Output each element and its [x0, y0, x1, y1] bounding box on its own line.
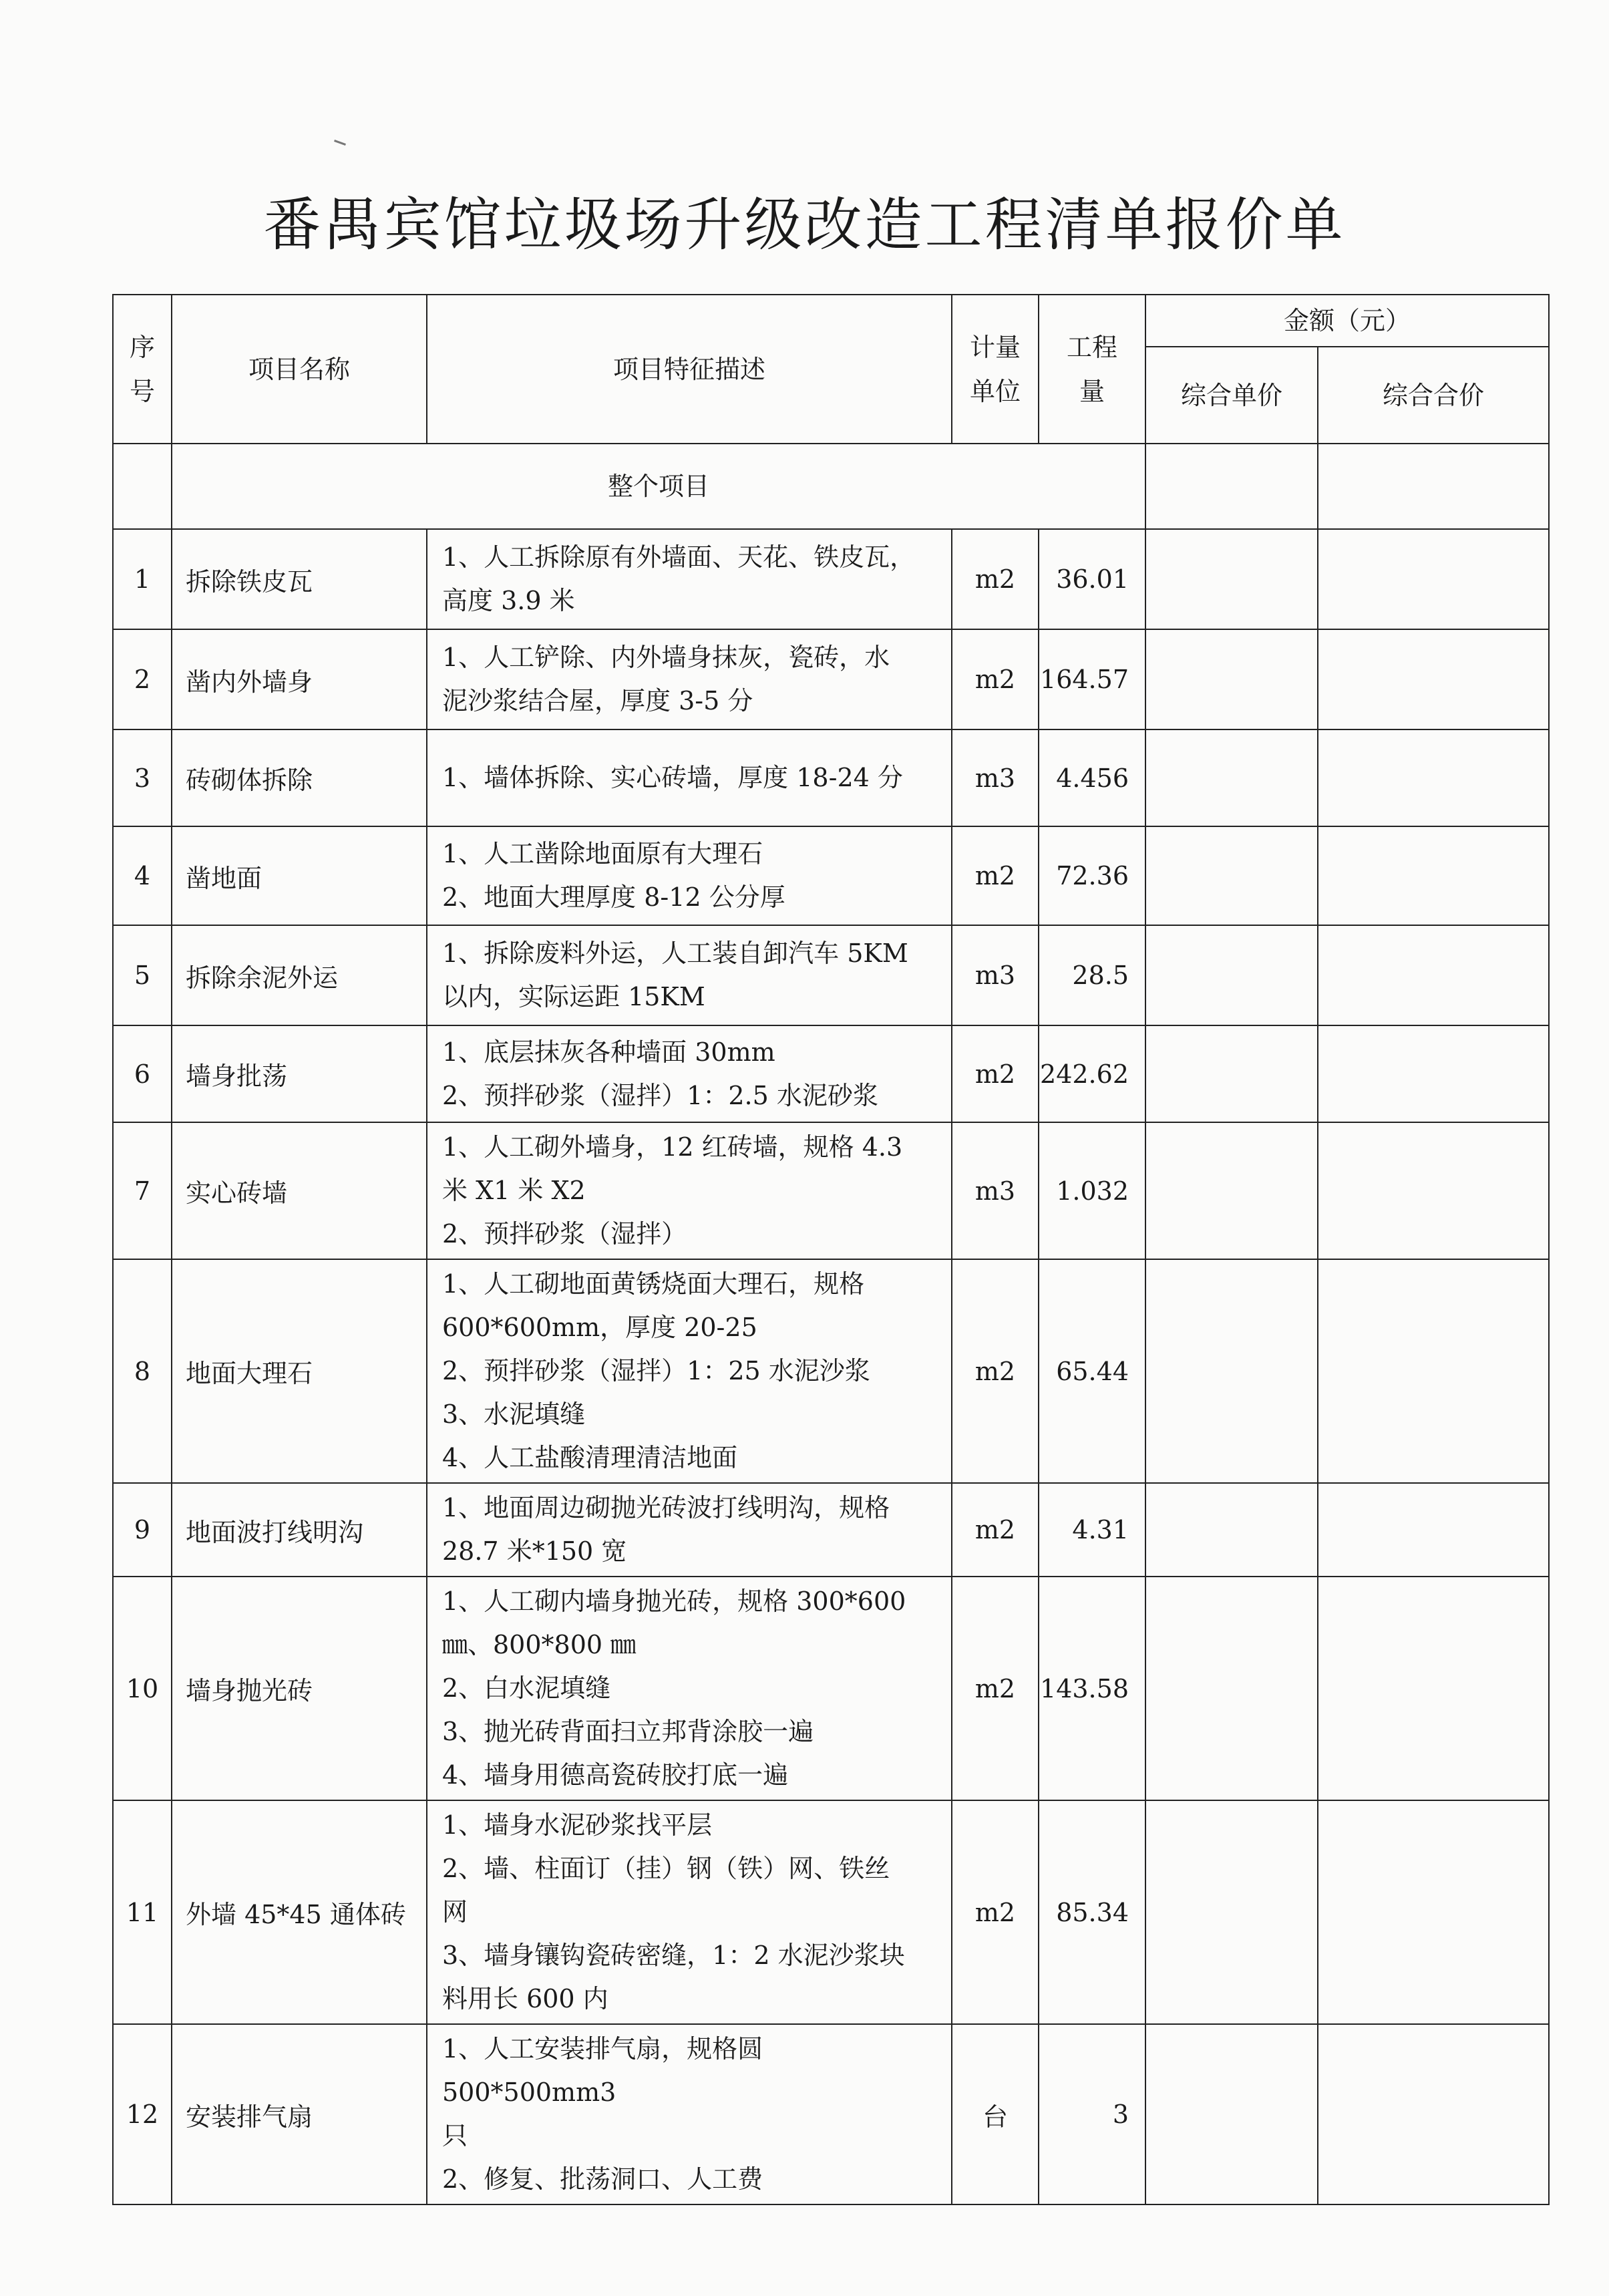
- row-unit: m2: [952, 826, 1039, 925]
- row-name: 外墙 45*45 通体砖: [172, 1800, 427, 2024]
- description-line: 2、墙、柱面订（挂）钢（铁）网、铁丝: [442, 1854, 890, 1883]
- row-description: [427, 1577, 952, 1800]
- table-row: [113, 826, 1549, 925]
- header-unit-text: 计量单位: [969, 332, 1021, 406]
- row-unit: m2: [952, 1483, 1039, 1577]
- description-line: 1、拆除废料外运，人工装自卸汽车 5KM: [442, 939, 908, 968]
- row-index: 3: [113, 729, 172, 826]
- description-line: 2、预拌砂浆（湿拌）1：2.5 水泥砂浆: [442, 1080, 878, 1110]
- row-quantity: 4.456: [1039, 729, 1145, 826]
- row-total-price: [1318, 1577, 1549, 1800]
- description-line: 1、人工安装排气扇，规格圆 500*500mm3: [442, 2034, 763, 2107]
- table-row: [113, 529, 1549, 629]
- description-line: 3、水泥填缝: [442, 1400, 586, 1429]
- description-line: 1、人工砌地面黄锈烧面大理石，规格: [442, 1269, 865, 1299]
- section-unit-price-cell: [1145, 444, 1318, 529]
- row-quantity: 72.36: [1039, 826, 1145, 925]
- row-description: [427, 1122, 952, 1259]
- row-total-price: [1318, 529, 1549, 629]
- row-index: 8: [113, 1259, 172, 1483]
- row-index: 12: [113, 2024, 172, 2204]
- row-unit-price: [1145, 1577, 1318, 1800]
- description-line: 2、白水泥填缝: [442, 1673, 611, 1703]
- description-line: 1、人工凿除地面原有大理石: [442, 839, 763, 868]
- row-name: 墙身批荡: [172, 1025, 427, 1122]
- description-line: 1、墙体拆除、实心砖墙，厚度 18-24 分: [442, 763, 903, 792]
- row-index: 9: [113, 1483, 172, 1577]
- header-quantity: [1039, 295, 1145, 444]
- row-quantity: 143.58: [1039, 1577, 1145, 1800]
- row-unit: m2: [952, 629, 1039, 729]
- row-total-price: [1318, 1483, 1549, 1577]
- description-line: 料用长 600 内: [442, 1984, 608, 2013]
- row-total-price: [1318, 1025, 1549, 1122]
- row-description: [427, 629, 952, 729]
- row-unit-price: [1145, 826, 1318, 925]
- row-index: 6: [113, 1025, 172, 1122]
- description-line: 4、墙身用德高瓷砖胶打底一遍: [442, 1760, 789, 1790]
- header-description: 项目特征描述: [427, 295, 952, 444]
- description-line: 高度 3.9 米: [442, 586, 575, 615]
- description-line: 28.7 米*150 宽: [442, 1536, 627, 1566]
- description-line: 1、人工拆除原有外墙面、天花、铁皮瓦，: [442, 542, 916, 572]
- table-row: [113, 1577, 1549, 1800]
- row-quantity: 85.34: [1039, 1800, 1145, 2024]
- row-unit-price: [1145, 1025, 1318, 1122]
- row-unit-price: [1145, 1122, 1318, 1259]
- row-unit: 台: [952, 2024, 1039, 2204]
- description-line: 2、预拌砂浆（湿拌）: [442, 1219, 687, 1249]
- table-body: [113, 444, 1549, 2204]
- row-unit-price: [1145, 729, 1318, 826]
- row-unit: m3: [952, 1122, 1039, 1259]
- header-index-text: 序号: [129, 332, 155, 406]
- row-index: 7: [113, 1122, 172, 1259]
- row-total-price: [1318, 629, 1549, 729]
- row-unit: m2: [952, 1577, 1039, 1800]
- description-line: 2、预拌砂浆（湿拌）1：25 水泥沙浆: [442, 1356, 870, 1385]
- row-unit-price: [1145, 1800, 1318, 2024]
- header-unit-price: 综合单价: [1145, 347, 1318, 444]
- description-line: 600*600mm，厚度 20-25: [442, 1313, 757, 1342]
- row-name: 墙身抛光砖: [172, 1577, 427, 1800]
- table-row: [113, 1800, 1549, 2024]
- row-total-price: [1318, 925, 1549, 1025]
- table-row: [113, 925, 1549, 1025]
- table-row: [113, 629, 1549, 729]
- row-name: 砖砌体拆除: [172, 729, 427, 826]
- description-line: 1、底层抹灰各种墙面 30mm: [442, 1037, 775, 1067]
- description-line: 2、地面大理厚度 8-12 公分厚: [442, 882, 785, 912]
- row-index: 4: [113, 826, 172, 925]
- header-quantity-text: 工程量: [1066, 332, 1117, 406]
- row-index: 11: [113, 1800, 172, 2024]
- row-name: 拆除铁皮瓦: [172, 529, 427, 629]
- row-unit: m2: [952, 529, 1039, 629]
- description-line: 1、地面周边砌抛光砖波打线明沟，规格: [442, 1493, 890, 1522]
- row-unit: m2: [952, 1800, 1039, 2024]
- table-row: [113, 1259, 1549, 1483]
- description-line: 3、墙身镶钩瓷砖密缝，1：2 水泥沙浆块: [442, 1941, 905, 1970]
- description-line: 以内，实际运距 15KM: [442, 982, 705, 1011]
- row-total-price: [1318, 729, 1549, 826]
- scan-speck: [334, 140, 346, 146]
- description-line: 4、人工盐酸清理清洁地面: [442, 1443, 738, 1472]
- table-row: [113, 1122, 1549, 1259]
- row-quantity: 65.44: [1039, 1259, 1145, 1483]
- row-quantity: 36.01: [1039, 529, 1145, 629]
- row-quantity: 164.57: [1039, 629, 1145, 729]
- row-description: [427, 1259, 952, 1483]
- row-quantity: 1.032: [1039, 1122, 1145, 1259]
- row-description: [427, 925, 952, 1025]
- row-unit: m3: [952, 729, 1039, 826]
- header-amount: 金额（元）: [1145, 295, 1549, 347]
- section-row: [113, 444, 1549, 529]
- row-unit-price: [1145, 2024, 1318, 2204]
- description-line: 只: [442, 2121, 468, 2150]
- row-description: [427, 826, 952, 925]
- row-unit-price: [1145, 1259, 1318, 1483]
- row-total-price: [1318, 2024, 1549, 2204]
- row-unit-price: [1145, 629, 1318, 729]
- table-row: [113, 1483, 1549, 1577]
- row-name: 地面大理石: [172, 1259, 427, 1483]
- description-line: 1、人工砌外墙身，12 红砖墙，规格 4.3: [442, 1132, 903, 1162]
- row-total-price: [1318, 1122, 1549, 1259]
- table-row: [113, 2024, 1549, 2204]
- row-quantity: 242.62: [1039, 1025, 1145, 1122]
- section-label: 整个项目: [172, 444, 1145, 529]
- row-quantity: 4.31: [1039, 1483, 1145, 1577]
- row-quantity: 28.5: [1039, 925, 1145, 1025]
- description-line: 2、修复、批荡洞口、人工费: [442, 2164, 763, 2194]
- row-description: [427, 1800, 952, 2024]
- description-line: ㎜、800*800 ㎜: [442, 1630, 637, 1659]
- section-index-cell: [113, 444, 172, 529]
- row-total-price: [1318, 1259, 1549, 1483]
- section-total-price-cell: [1318, 444, 1549, 529]
- row-index: 2: [113, 629, 172, 729]
- row-unit: m2: [952, 1259, 1039, 1483]
- row-description: [427, 729, 952, 826]
- row-name: 安装排气扇: [172, 2024, 427, 2204]
- description-line: 网: [442, 1897, 468, 1927]
- row-unit-price: [1145, 925, 1318, 1025]
- row-index: 1: [113, 529, 172, 629]
- row-unit: m3: [952, 925, 1039, 1025]
- row-name: 拆除余泥外运: [172, 925, 427, 1025]
- table-row: [113, 1025, 1549, 1122]
- row-total-price: [1318, 826, 1549, 925]
- row-unit: m2: [952, 1025, 1039, 1122]
- description-line: 泥沙浆结合屋，厚度 3-5 分: [442, 686, 753, 715]
- row-name: 凿内外墙身: [172, 629, 427, 729]
- row-name: 实心砖墙: [172, 1122, 427, 1259]
- table-row: [113, 729, 1549, 826]
- header-name: 项目名称: [172, 295, 427, 444]
- row-description: [427, 529, 952, 629]
- header-index: [113, 295, 172, 444]
- row-unit-price: [1145, 1483, 1318, 1577]
- row-index: 10: [113, 1577, 172, 1800]
- row-quantity: 3: [1039, 2024, 1145, 2204]
- description-line: 1、人工铲除、内外墙身抹灰，瓷砖，水: [442, 643, 890, 672]
- page-title: 番禺宾馆垃圾场升级改造工程清单报价单: [263, 192, 1346, 259]
- row-total-price: [1318, 1800, 1549, 2024]
- description-line: 米 X1 米 X2: [442, 1176, 586, 1205]
- row-unit-price: [1145, 529, 1318, 629]
- row-description: [427, 1025, 952, 1122]
- description-line: 1、人工砌内墙身抛光砖，规格 300*600: [442, 1587, 906, 1616]
- row-index: 5: [113, 925, 172, 1025]
- row-description: [427, 1483, 952, 1577]
- description-line: 3、抛光砖背面扫立邦背涂胶一遍: [442, 1717, 814, 1746]
- description-line: 1、墙身水泥砂浆找平层: [442, 1810, 713, 1840]
- row-description: [427, 2024, 952, 2204]
- header-unit: [952, 295, 1039, 444]
- row-name: 地面波打线明沟: [172, 1483, 427, 1577]
- header-total-price: 综合合价: [1318, 347, 1549, 444]
- quote-table: [112, 294, 1550, 2205]
- row-name: 凿地面: [172, 826, 427, 925]
